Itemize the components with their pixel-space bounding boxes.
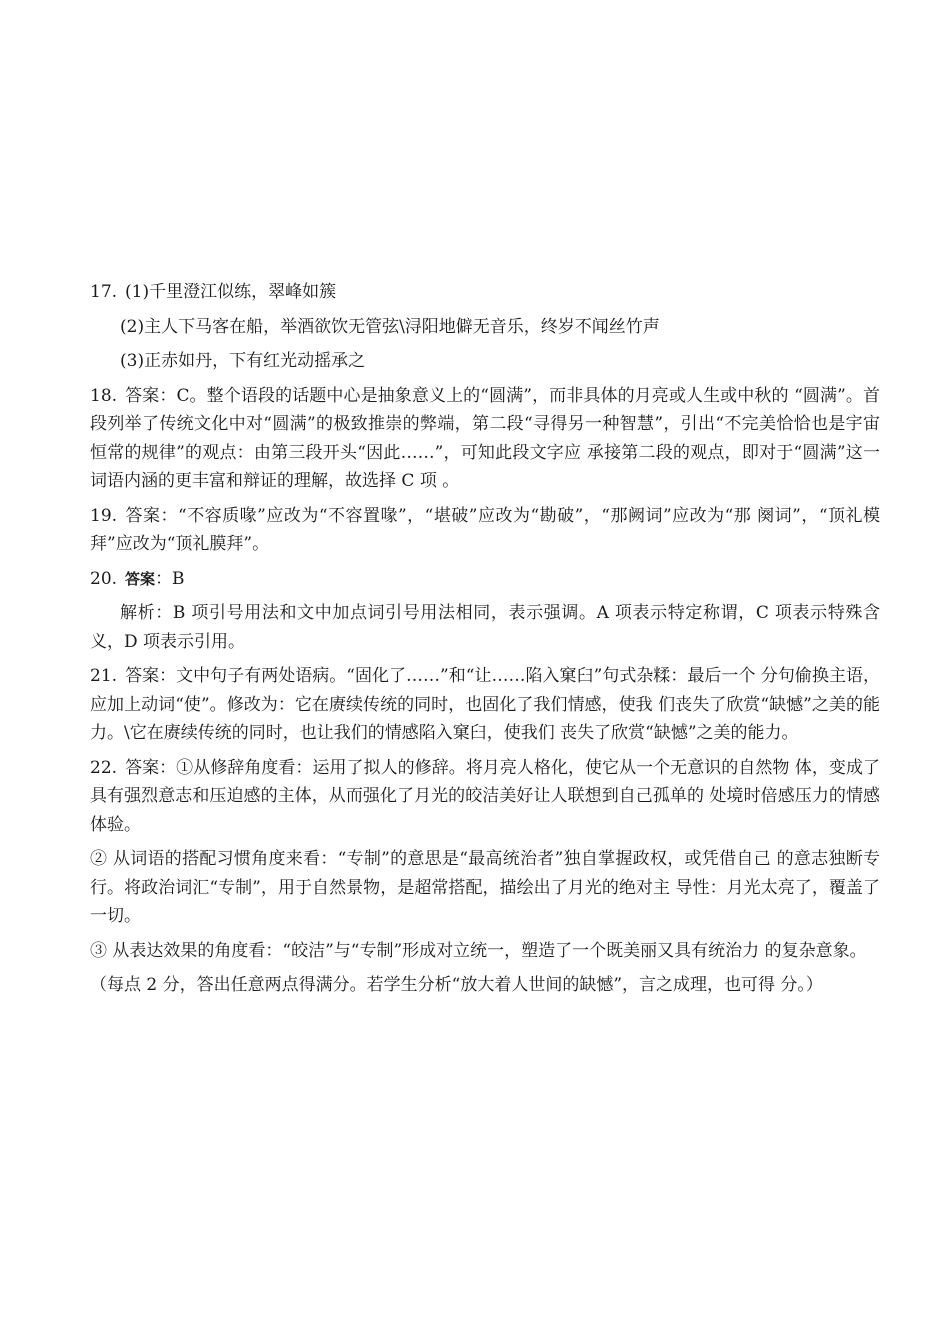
q18-number: 18.	[90, 385, 118, 406]
q17-answer-3: (3)正赤如丹，下有红光动摇承之	[120, 351, 366, 371]
q21-number: 21.	[90, 666, 118, 686]
q21-text: 答案：文中句子有两处语病。“固化了……”和“让……陷入窠臼”句式杂糅：最后一个 分句偷换主语，应加上动词“使”。修改为：它在赓续传统的同时，也固化了我们情感，使我 们丧失了欣赏“缺憾”之美的能力。\它在赓续传统的同时，也让我们的情感陷入窠臼，使我们 丧失了欣赏“缺憾”之美的能力。	[90, 666, 880, 743]
q20-answer: ：B	[155, 568, 185, 589]
question-17	[90, 278, 880, 376]
q19-text: 答案：“不容质喙”应改为“不容置喙”，“堪破”应改为“勘破”，“那阙词”应改为“那 阕词”，“顶礼模拜”应改为“顶礼膜拜”。	[90, 505, 880, 554]
q18-text: 答案：C。整个语段的话题中心是抽象意义上的“圆满”，而非具体的月亮或人生或中秋的 “圆满”。首段列举了传统文化中对“圆满”的极致推崇的弊端，第二段“寻得另一种智慧”，引出“不完美恰恰也是宇宙恒常的规律”的观点：由第三段开头“因此……”，可知此段文字应 承接第二段的观点，即对于“圆满”这一词语内涵的更丰富和辩证的理解，故选择 C 项 。	[90, 385, 880, 491]
q22-number: 22.	[90, 757, 118, 778]
q17-answer-2: (2)主人下马客在船，举酒欲饮无管弦\浔阳地僻无音乐，终岁不闻丝竹声	[120, 316, 660, 337]
q17-answer-1: (1)千里澄江似练，翠峰如簇	[125, 282, 337, 302]
question-18	[90, 382, 880, 496]
answer-document	[90, 278, 880, 1006]
q20-label: 答案	[125, 569, 156, 588]
question-20	[90, 565, 880, 657]
q19-number: 19.	[90, 505, 118, 526]
q22-point-3: ③ 从表达效果的角度看：“皎洁”与“专制”形成对立统一，塑造了一个既美丽又具有统治力 的复杂意象。	[90, 940, 867, 961]
q17-number: 17.	[90, 282, 118, 302]
q22-point-1	[90, 754, 880, 840]
question-21	[90, 662, 880, 748]
question-19	[90, 502, 880, 559]
q20-analysis: 解析：B 项引号用法和文中加点词引号用法相同，表示强调。A 项表示特定称谓，C 项表示特殊含义，D 项表示引用。	[90, 603, 880, 652]
q17-line-1	[90, 278, 880, 307]
q22-point-2: ② 从词语的搭配习惯角度来看：“专制”的意思是“最高统治者”独自掌握政权，或凭借自己 的意志独断专行。将政治词汇“专制”，用于自然景物，是超常搭配，描绘出了月光的绝对主 导性：月光太亮了，覆盖了一切。	[90, 849, 880, 926]
q20-number: 20.	[90, 568, 118, 589]
q20-answer-line	[90, 565, 880, 594]
q22-point-1-text: 答案：①从修辞角度看：运用了拟人的修辞。将月亮人格化，使它从一个无意识的自然物 体，变成了具有强烈意志和压迫感的主体，从而强化了月光的皎洁美好让人联想到自己孤单的 处境时倍感压力的情感体验。	[90, 757, 880, 835]
q22-scoring-note: （每点 2 分，答出任意两点得满分。若学生分析“放大着人世间的缺憾”，言之成理，也可得 分。）	[90, 975, 823, 995]
question-22	[90, 754, 880, 1000]
